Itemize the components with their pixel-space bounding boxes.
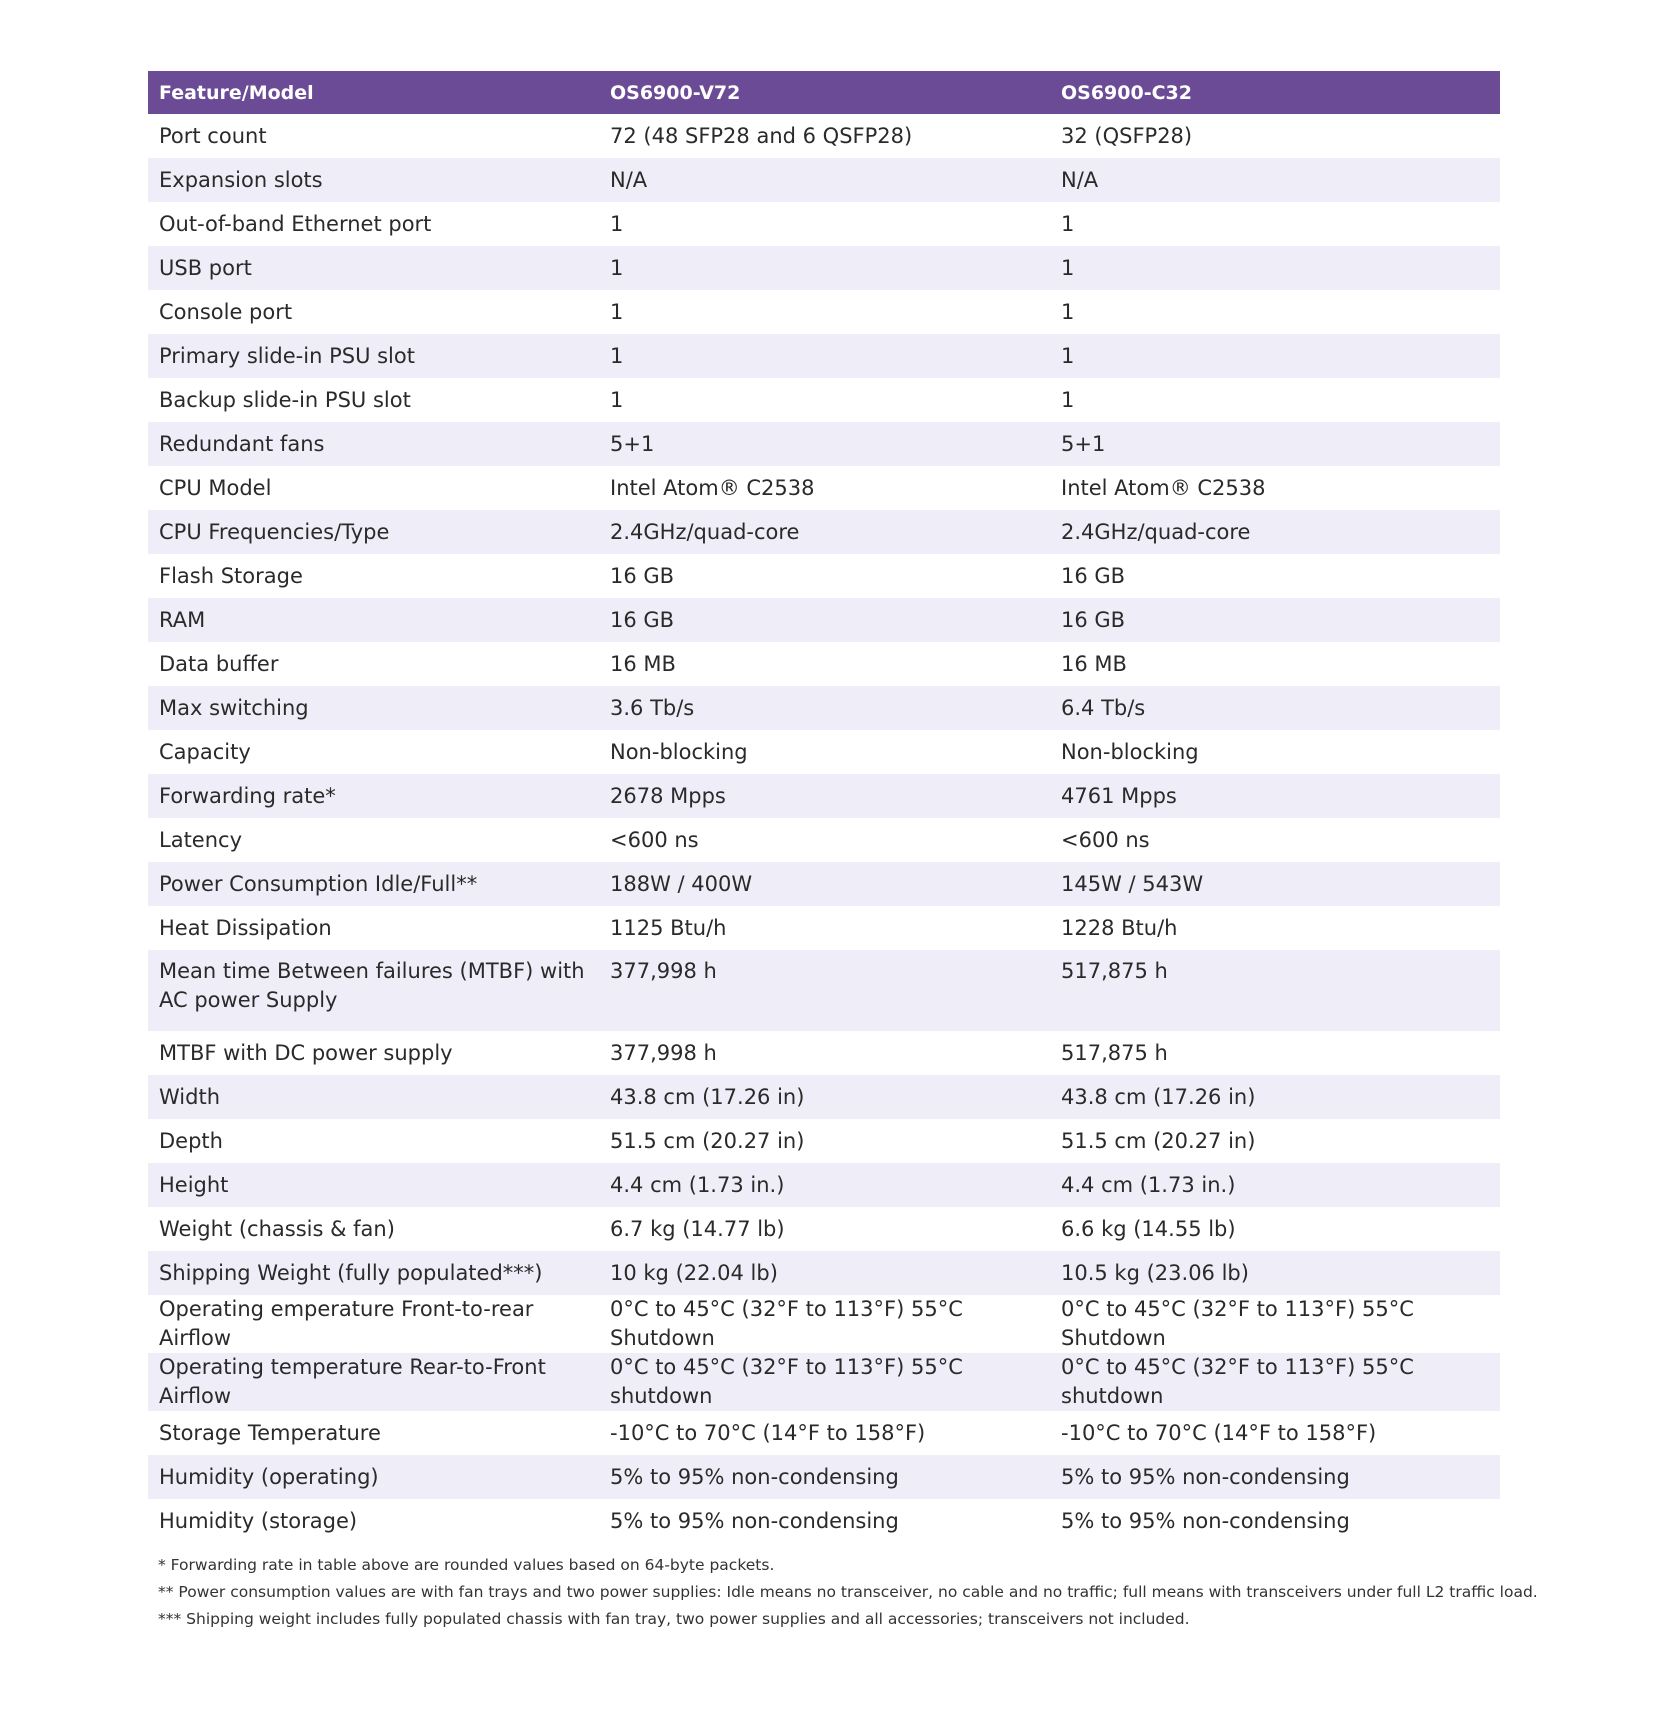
os6900-v72-cell: 6.7 kg (14.77 lb) xyxy=(610,1216,785,1241)
os6900-c32-cell: 6.4 Tb/s xyxy=(1050,686,1500,730)
os6900-v72-cell: 16 GB xyxy=(599,598,1050,642)
os6900-v72-cell: 2678 Mpps xyxy=(599,774,1050,818)
feature-cell: Mean time Between failures (MTBF) with AC power Supply xyxy=(148,950,599,1031)
feature-cell: Out-of-band Ethernet port xyxy=(159,211,432,236)
table-row xyxy=(148,862,1500,906)
feature-cell: Storage Temperature xyxy=(159,1420,381,1445)
os6900-c32-cell: <600 ns xyxy=(1061,827,1150,852)
table-row xyxy=(148,378,1500,422)
os6900-v72-cell: 16 MB xyxy=(610,651,676,676)
os6900-c32-cell: 1 xyxy=(1050,334,1500,378)
footnote-shipping-weight: *** Shipping weight includes fully populated chassis with fan tray, two power supplies and all accessories; transceivers not included. xyxy=(158,1610,1190,1628)
os6900-v72-cell: 51.5 cm (20.27 in) xyxy=(610,1128,805,1153)
os6900-v72-cell: 16 GB xyxy=(610,563,675,588)
table-row xyxy=(148,598,1500,642)
os6900-c32-cell: 1228 Btu/h xyxy=(1061,915,1178,940)
os6900-v72-cell: N/A xyxy=(599,158,1050,202)
os6900-v72-cell: 1 xyxy=(610,211,624,236)
table-row xyxy=(148,1411,1500,1455)
table-header xyxy=(148,71,1500,114)
os6900-c32-cell: 6.6 kg (14.55 lb) xyxy=(1061,1216,1236,1241)
os6900-c32-cell: 517,875 h xyxy=(1050,950,1500,1031)
os6900-v72-cell: -10°C to 70°C (14°F to 158°F) xyxy=(610,1420,926,1445)
table-row xyxy=(148,466,1500,510)
feature-cell: Humidity (storage) xyxy=(159,1508,358,1533)
table-row xyxy=(148,818,1500,862)
footnotes xyxy=(158,1556,1558,1637)
footnote-power-consumption: ** Power consumption values are with fan trays and two power supplies: Idle means no transceiver, no cable and no traffic; full means with transceivers under full L2 traffic load. xyxy=(158,1583,1538,1601)
os6900-c32-cell: 2.4GHz/quad-core xyxy=(1050,510,1500,554)
os6900-c32-cell: 10.5 kg (23.06 lb) xyxy=(1050,1251,1500,1295)
os6900-c32-cell: 5+1 xyxy=(1050,422,1500,466)
feature-cell: Weight (chassis & fan) xyxy=(159,1216,395,1241)
os6900-c32-cell: 0°C to 45°C (32°F to 113°F) 55°C shutdown xyxy=(1050,1353,1500,1411)
table-row xyxy=(148,1119,1500,1163)
table-row xyxy=(148,1075,1500,1119)
table-row xyxy=(148,114,1500,158)
feature-cell: Flash Storage xyxy=(159,563,303,588)
os6900-c32-cell: Intel Atom® C2538 xyxy=(1061,475,1266,500)
table-row xyxy=(148,1207,1500,1251)
table-row xyxy=(148,1499,1500,1543)
os6900-v72-cell: 1 xyxy=(610,299,624,324)
os6900-v72-cell: 10 kg (22.04 lb) xyxy=(599,1251,1050,1295)
feature-cell: Capacity xyxy=(159,739,251,764)
feature-cell: Forwarding rate* xyxy=(148,774,599,818)
feature-cell: Port count xyxy=(159,123,267,148)
table-row xyxy=(148,1353,1500,1411)
os6900-v72-cell: 377,998 h xyxy=(599,950,1050,1031)
os6900-c32-cell: 43.8 cm (17.26 in) xyxy=(1050,1075,1500,1119)
table-row xyxy=(148,1251,1500,1295)
table-row xyxy=(148,730,1500,774)
table-row xyxy=(148,202,1500,246)
feature-cell: CPU Model xyxy=(159,475,272,500)
os6900-c32-cell: -10°C to 70°C (14°F to 158°F) xyxy=(1061,1420,1377,1445)
feature-cell: Height xyxy=(148,1163,599,1207)
table-row xyxy=(148,422,1500,466)
os6900-c32-cell: 16 MB xyxy=(1061,651,1127,676)
os6900-c32-cell: 5% to 95% non-condensing xyxy=(1050,1455,1500,1499)
os6900-v72-cell: 1125 Btu/h xyxy=(610,915,727,940)
header-row xyxy=(148,71,1500,114)
os6900-c32-cell: 1 xyxy=(1061,387,1075,412)
os6900-c32-cell: 517,875 h xyxy=(1061,1040,1168,1065)
table-row xyxy=(148,510,1500,554)
table-row xyxy=(148,774,1500,818)
table-row xyxy=(148,686,1500,730)
os6900-v72-cell: 4.4 cm (1.73 in.) xyxy=(599,1163,1050,1207)
os6900-v72-cell: 0°C to 45°C (32°F to 113°F) 55°C Shutdown xyxy=(610,1297,963,1350)
feature-cell: Operating temperature Rear-to-Front Airflow xyxy=(148,1353,599,1411)
table-row xyxy=(148,1295,1500,1353)
os6900-v72-cell: 1 xyxy=(599,334,1050,378)
table-row xyxy=(148,158,1500,202)
feature-cell: Shipping Weight (fully populated***) xyxy=(148,1251,599,1295)
os6900-v72-cell: 72 (48 SFP28 and 6 QSFP28) xyxy=(610,123,913,148)
os6900-v72-cell: 5% to 95% non-condensing xyxy=(610,1508,899,1533)
table-body xyxy=(148,114,1500,1543)
table-row xyxy=(148,950,1500,1031)
os6900-v72-cell: 1 xyxy=(610,387,624,412)
os6900-c32-cell: 5% to 95% non-condensing xyxy=(1061,1508,1350,1533)
os6900-c32-cell: 1 xyxy=(1050,246,1500,290)
os6900-c32-cell: 16 GB xyxy=(1050,598,1500,642)
os6900-v72-cell: 3.6 Tb/s xyxy=(599,686,1050,730)
feature-cell: Max switching xyxy=(148,686,599,730)
feature-cell: Console port xyxy=(159,299,293,324)
feature-cell: Data buffer xyxy=(159,651,279,676)
os6900-v72-cell: 5% to 95% non-condensing xyxy=(599,1455,1050,1499)
spec-table xyxy=(148,71,1500,1543)
table-row xyxy=(148,554,1500,598)
os6900-c32-cell: 1 xyxy=(1061,299,1075,324)
os6900-c32-cell: 51.5 cm (20.27 in) xyxy=(1061,1128,1256,1153)
feature-cell: Operating emperature Front-to-rear Airflow xyxy=(159,1297,534,1350)
header-os6900-c32: OS6900-C32 xyxy=(1050,71,1500,114)
os6900-c32-cell: N/A xyxy=(1050,158,1500,202)
table-row xyxy=(148,334,1500,378)
feature-cell: Redundant fans xyxy=(148,422,599,466)
os6900-c32-cell: Non-blocking xyxy=(1061,739,1199,764)
os6900-c32-cell: 4761 Mpps xyxy=(1050,774,1500,818)
os6900-v72-cell: 0°C to 45°C (32°F to 113°F) 55°C shutdown xyxy=(599,1353,1050,1411)
feature-cell: Depth xyxy=(159,1128,223,1153)
os6900-c32-cell: 4.4 cm (1.73 in.) xyxy=(1050,1163,1500,1207)
feature-cell: Heat Dissipation xyxy=(159,915,332,940)
os6900-v72-cell: Non-blocking xyxy=(610,739,748,764)
table-row xyxy=(148,1455,1500,1499)
os6900-v72-cell: 2.4GHz/quad-core xyxy=(599,510,1050,554)
feature-cell: Width xyxy=(148,1075,599,1119)
feature-cell: Power Consumption Idle/Full** xyxy=(148,862,599,906)
feature-cell: Latency xyxy=(159,827,243,852)
os6900-v72-cell: 43.8 cm (17.26 in) xyxy=(599,1075,1050,1119)
os6900-v72-cell: 1 xyxy=(599,246,1050,290)
header-os6900-v72: OS6900-V72 xyxy=(599,71,1050,114)
table-row xyxy=(148,642,1500,686)
feature-cell: USB port xyxy=(148,246,599,290)
feature-cell: RAM xyxy=(148,598,599,642)
table-row xyxy=(148,1163,1500,1207)
feature-cell: Expansion slots xyxy=(148,158,599,202)
os6900-c32-cell: 32 (QSFP28) xyxy=(1061,123,1193,148)
os6900-c32-cell: 16 GB xyxy=(1061,563,1126,588)
footnote-forwarding-rate: * Forwarding rate in table above are rounded values based on 64-byte packets. xyxy=(158,1556,775,1574)
os6900-v72-cell: <600 ns xyxy=(610,827,699,852)
table-row xyxy=(148,246,1500,290)
os6900-v72-cell: 188W / 400W xyxy=(599,862,1050,906)
feature-cell: Backup slide-in PSU slot xyxy=(159,387,411,412)
os6900-v72-cell: 377,998 h xyxy=(610,1040,717,1065)
table-row xyxy=(148,290,1500,334)
feature-cell: MTBF with DC power supply xyxy=(159,1040,453,1065)
header-feature-model: Feature/Model xyxy=(148,71,599,114)
feature-cell: Humidity (operating) xyxy=(148,1455,599,1499)
feature-cell: Primary slide-in PSU slot xyxy=(148,334,599,378)
os6900-c32-cell: 145W / 543W xyxy=(1050,862,1500,906)
os6900-c32-cell: 1 xyxy=(1061,211,1075,236)
os6900-v72-cell: 5+1 xyxy=(599,422,1050,466)
feature-cell: CPU Frequencies/Type xyxy=(148,510,599,554)
table-row xyxy=(148,1031,1500,1075)
table-row xyxy=(148,906,1500,950)
os6900-c32-cell: 0°C to 45°C (32°F to 113°F) 55°C Shutdown xyxy=(1061,1297,1414,1350)
os6900-v72-cell: Intel Atom® C2538 xyxy=(610,475,815,500)
